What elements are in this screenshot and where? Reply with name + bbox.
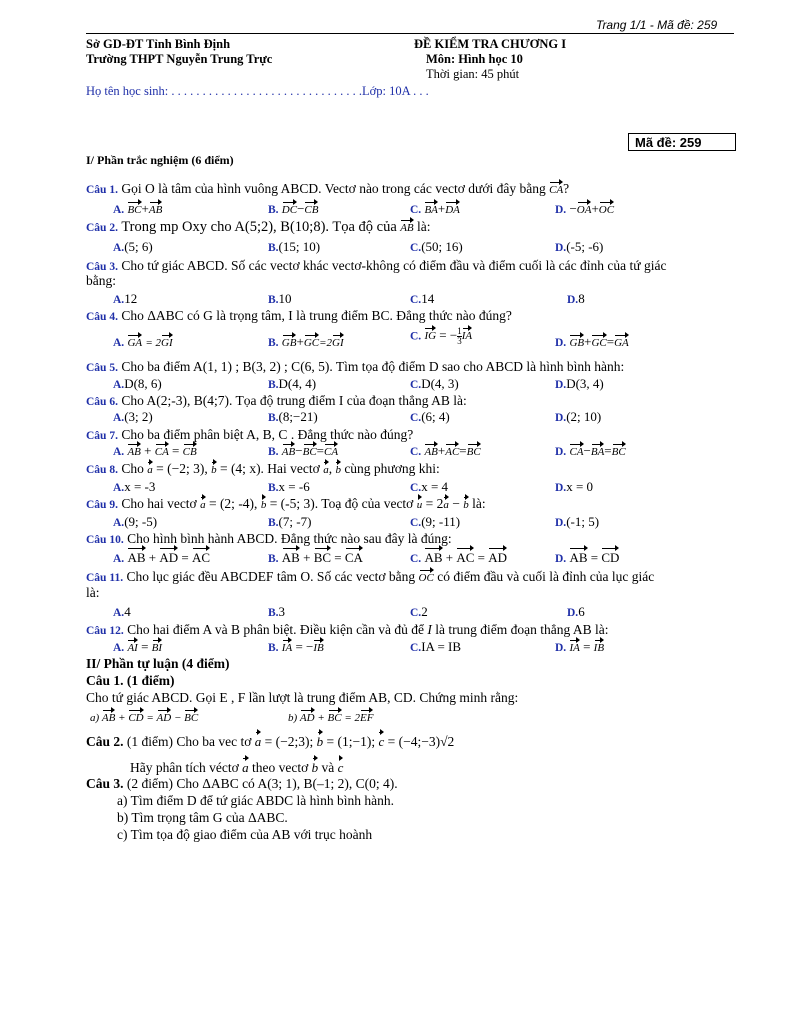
q8-option-b[interactable]: B.x = -6 <box>268 479 310 494</box>
student-line: Họ tên học sinh: . . . . . . . . . . . . . . . . . . . . . . . . . . . . . . .Lớp: 10A . . . <box>86 84 429 98</box>
exam-title: ĐỀ KIỂM TRA CHƯƠNG I <box>414 37 567 51</box>
essay-q1-text: Cho tứ giác ABCD. Gọi E , F lần lượt là trung điểm AB, CD. Chứng minh rằng: <box>86 690 519 705</box>
q5-option-a[interactable]: A.D(8, 6) <box>113 376 162 391</box>
q12-option-d[interactable]: D. IA = IB <box>555 639 605 654</box>
q10-option-a[interactable]: A. AB + AD = AC <box>113 547 210 566</box>
school-name: Trường THPT Nguyễn Trung Trực <box>86 52 273 66</box>
question-12: Câu 12. Cho hai điểm A và B phân biệt. Điều kiện cần và đủ để I là trung điểm đoạn thẳng AB là: <box>86 622 609 637</box>
q5-option-b[interactable]: B.D(4, 4) <box>268 376 317 391</box>
essay-q3-c: c) Tìm tọa độ giao điểm của AB với trục hoành <box>117 827 373 842</box>
question-3: Câu 3. Cho tứ giác ABCD. Số các vectơ khác vectơ-không có điểm đầu và điểm cuối là các đỉnh của tứ giác <box>86 258 667 273</box>
exam-code-box: Mã đề: 259 <box>628 133 736 151</box>
q10-option-c[interactable]: C. AB + AC = AD <box>410 547 507 566</box>
essay-q2: Câu 2. (1 điểm) Cho ba vec tơ a = (−2;3); b = (1;−1); c = (−4;−3)√2 <box>86 731 454 750</box>
q12-option-c[interactable]: C.IA = IB <box>410 639 462 654</box>
question-7: Câu 7. Cho ba điểm phân biệt A, B, C . Đẳng thức nào đúng? <box>86 427 414 442</box>
exam-subject: Môn: Hình học 10 <box>426 52 523 66</box>
vector-ca: CA <box>549 181 563 196</box>
q11-option-b[interactable]: B.3 <box>268 604 286 619</box>
q2-option-d[interactable]: D.(-5; -6) <box>555 239 604 254</box>
q8-option-d[interactable]: D.x = 0 <box>555 479 594 494</box>
question-11: Câu 11. Cho lục giác đều ABCDEF tâm O. Số các vectơ bằng OC có điểm đầu và cuối là đỉnh của lục giác <box>86 569 655 584</box>
question-6: Câu 6. Cho A(2;-3), B(4;7). Tọa độ trung điểm I của đoạn thẳng AB là: <box>86 393 467 408</box>
q11-option-c[interactable]: C.2 <box>410 604 428 619</box>
part2-title: II/ Phần tự luận (4 điểm) <box>86 656 230 671</box>
q3-option-d[interactable]: D.8 <box>567 291 585 306</box>
essay-q3-a: a) Tìm điểm D để tứ giác ABDC là hình bình hành. <box>117 793 395 808</box>
q9-option-d[interactable]: D.(-1; 5) <box>555 514 600 529</box>
question-11-cont: là: <box>86 585 100 600</box>
exam-duration: Thời gian: 45 phút <box>426 67 520 81</box>
q12-option-b[interactable]: B. IA = −IB <box>268 639 324 654</box>
q5-option-c[interactable]: C.D(4, 3) <box>410 376 459 391</box>
essay-q1-title: Câu 1. (1 điểm) <box>86 673 175 688</box>
question-2: Câu 2. Trong mp Oxy cho A(5;2), B(10;8). Tọa độ của AB là: <box>86 219 431 235</box>
question-1: Câu 1. Gọi O là tâm của hình vuông ABCD. Vectơ nào trong các vectơ dưới đây bằng CA? <box>86 181 570 196</box>
q6-option-d[interactable]: D.(2; 10) <box>555 409 602 424</box>
q7-option-c[interactable]: C. AB+AC=BC <box>410 443 481 458</box>
question-8: Câu 8. Cho a = (−2; 3), b = (4; x). Hai vectơ a, b cùng phương khi: <box>86 461 440 476</box>
question-4: Câu 4. Cho ΔABC có G là trọng tâm, I là trung điểm BC. Đẳng thức nào đúng? <box>86 308 512 323</box>
q4-option-a[interactable]: A. GA = 2GI <box>113 334 173 350</box>
part1-title: I/ Phần trắc nghiệm (6 điểm) <box>86 153 234 167</box>
q9-option-a[interactable]: A.(9; -5) <box>113 514 158 529</box>
q4-option-d[interactable]: D. GB+GC=GA <box>555 334 629 349</box>
essay-q1-part-a: a) AB + CD = AD − BC <box>90 709 198 724</box>
q12-option-a[interactable]: A. AI = BI <box>113 639 163 654</box>
question-5: Câu 5. Cho ba điểm A(1, 1) ; B(3, 2) ; C(6, 5). Tìm tọa độ điểm D sao cho ABCD là hình bình hành: <box>86 359 625 374</box>
q11-option-d[interactable]: D.6 <box>567 604 585 619</box>
q1-option-d[interactable]: D. −OA+OC <box>555 201 615 216</box>
question-number: Câu 1. <box>86 184 118 196</box>
q3-option-c[interactable]: C.14 <box>410 291 435 306</box>
page-header: Trang 1/1 - Mã đề: 259 <box>596 18 718 32</box>
question-9: Câu 9. Cho hai vectơ a = (2; -4), b = (-5; 3). Toạ độ của vectơ u = 2a − b là: <box>86 496 486 511</box>
question-3-cont: bằng: <box>86 273 116 288</box>
q10-option-d[interactable]: D. AB = CD <box>555 547 619 566</box>
q2-option-a[interactable]: A.(5; 6) <box>113 239 153 254</box>
essay-q2-line2: Hãy phân tích véctơ a theo vectơ b và c <box>130 757 343 776</box>
essay-q3: Câu 3. (2 điểm) Cho ΔABC có A(3; 1), B(–1; 2), C(0; 4). <box>86 776 398 791</box>
q8-option-a[interactable]: A.x = -3 <box>113 479 156 494</box>
q2-option-b[interactable]: B.(15; 10) <box>268 239 321 254</box>
q6-option-b[interactable]: B.(8;−21) <box>268 409 318 424</box>
q11-option-a[interactable]: A.4 <box>113 604 131 619</box>
q9-option-b[interactable]: B.(7; -7) <box>268 514 312 529</box>
q6-option-c[interactable]: C.(6; 4) <box>410 409 450 424</box>
q6-option-a[interactable]: A.(3; 2) <box>113 409 153 424</box>
q1-option-c[interactable]: C. BA+DA <box>410 201 460 216</box>
q1-option-a[interactable]: A. BC+AB <box>113 201 163 216</box>
question-10: Câu 10. Cho hình bình hành ABCD. Đẳng thức nào sau đây là đúng: <box>86 531 452 546</box>
department: Sở GD-ĐT Tỉnh Bình Định <box>86 37 231 51</box>
q4-option-b[interactable]: B. GB+GC=2GI <box>268 334 344 349</box>
q1-option-b[interactable]: B. DC−CB <box>268 201 319 216</box>
q3-option-a[interactable]: A.12 <box>113 291 138 306</box>
essay-q3-b: b) Tìm trọng tâm G của ΔABC. <box>117 810 288 825</box>
q3-option-b[interactable]: B.10 <box>268 291 292 306</box>
q8-option-c[interactable]: C.x = 4 <box>410 479 449 494</box>
q10-option-b[interactable]: B. AB + BC = CA <box>268 547 363 566</box>
q7-option-b[interactable]: B. AB−BC=CA <box>268 443 339 458</box>
q5-option-d[interactable]: D.D(3, 4) <box>555 376 604 391</box>
header-rule <box>86 33 734 34</box>
q7-option-d[interactable]: D. CA−BA=BC <box>555 443 626 458</box>
q9-option-c[interactable]: C.(9; -11) <box>410 514 461 529</box>
q2-option-c[interactable]: C.(50; 16) <box>410 239 463 254</box>
q4-option-c[interactable]: C. IG = − $\frac{1}{3}$ IA <box>410 326 473 346</box>
q7-option-a[interactable]: A. AB + CA = CB <box>113 443 197 458</box>
question-text: Gọi O là tâm của hình vuông ABCD. Vectơ nào trong các vectơ dưới đây bằng <box>121 181 546 196</box>
essay-q1-part-b: b) AD + BC = 2EF <box>288 709 373 724</box>
